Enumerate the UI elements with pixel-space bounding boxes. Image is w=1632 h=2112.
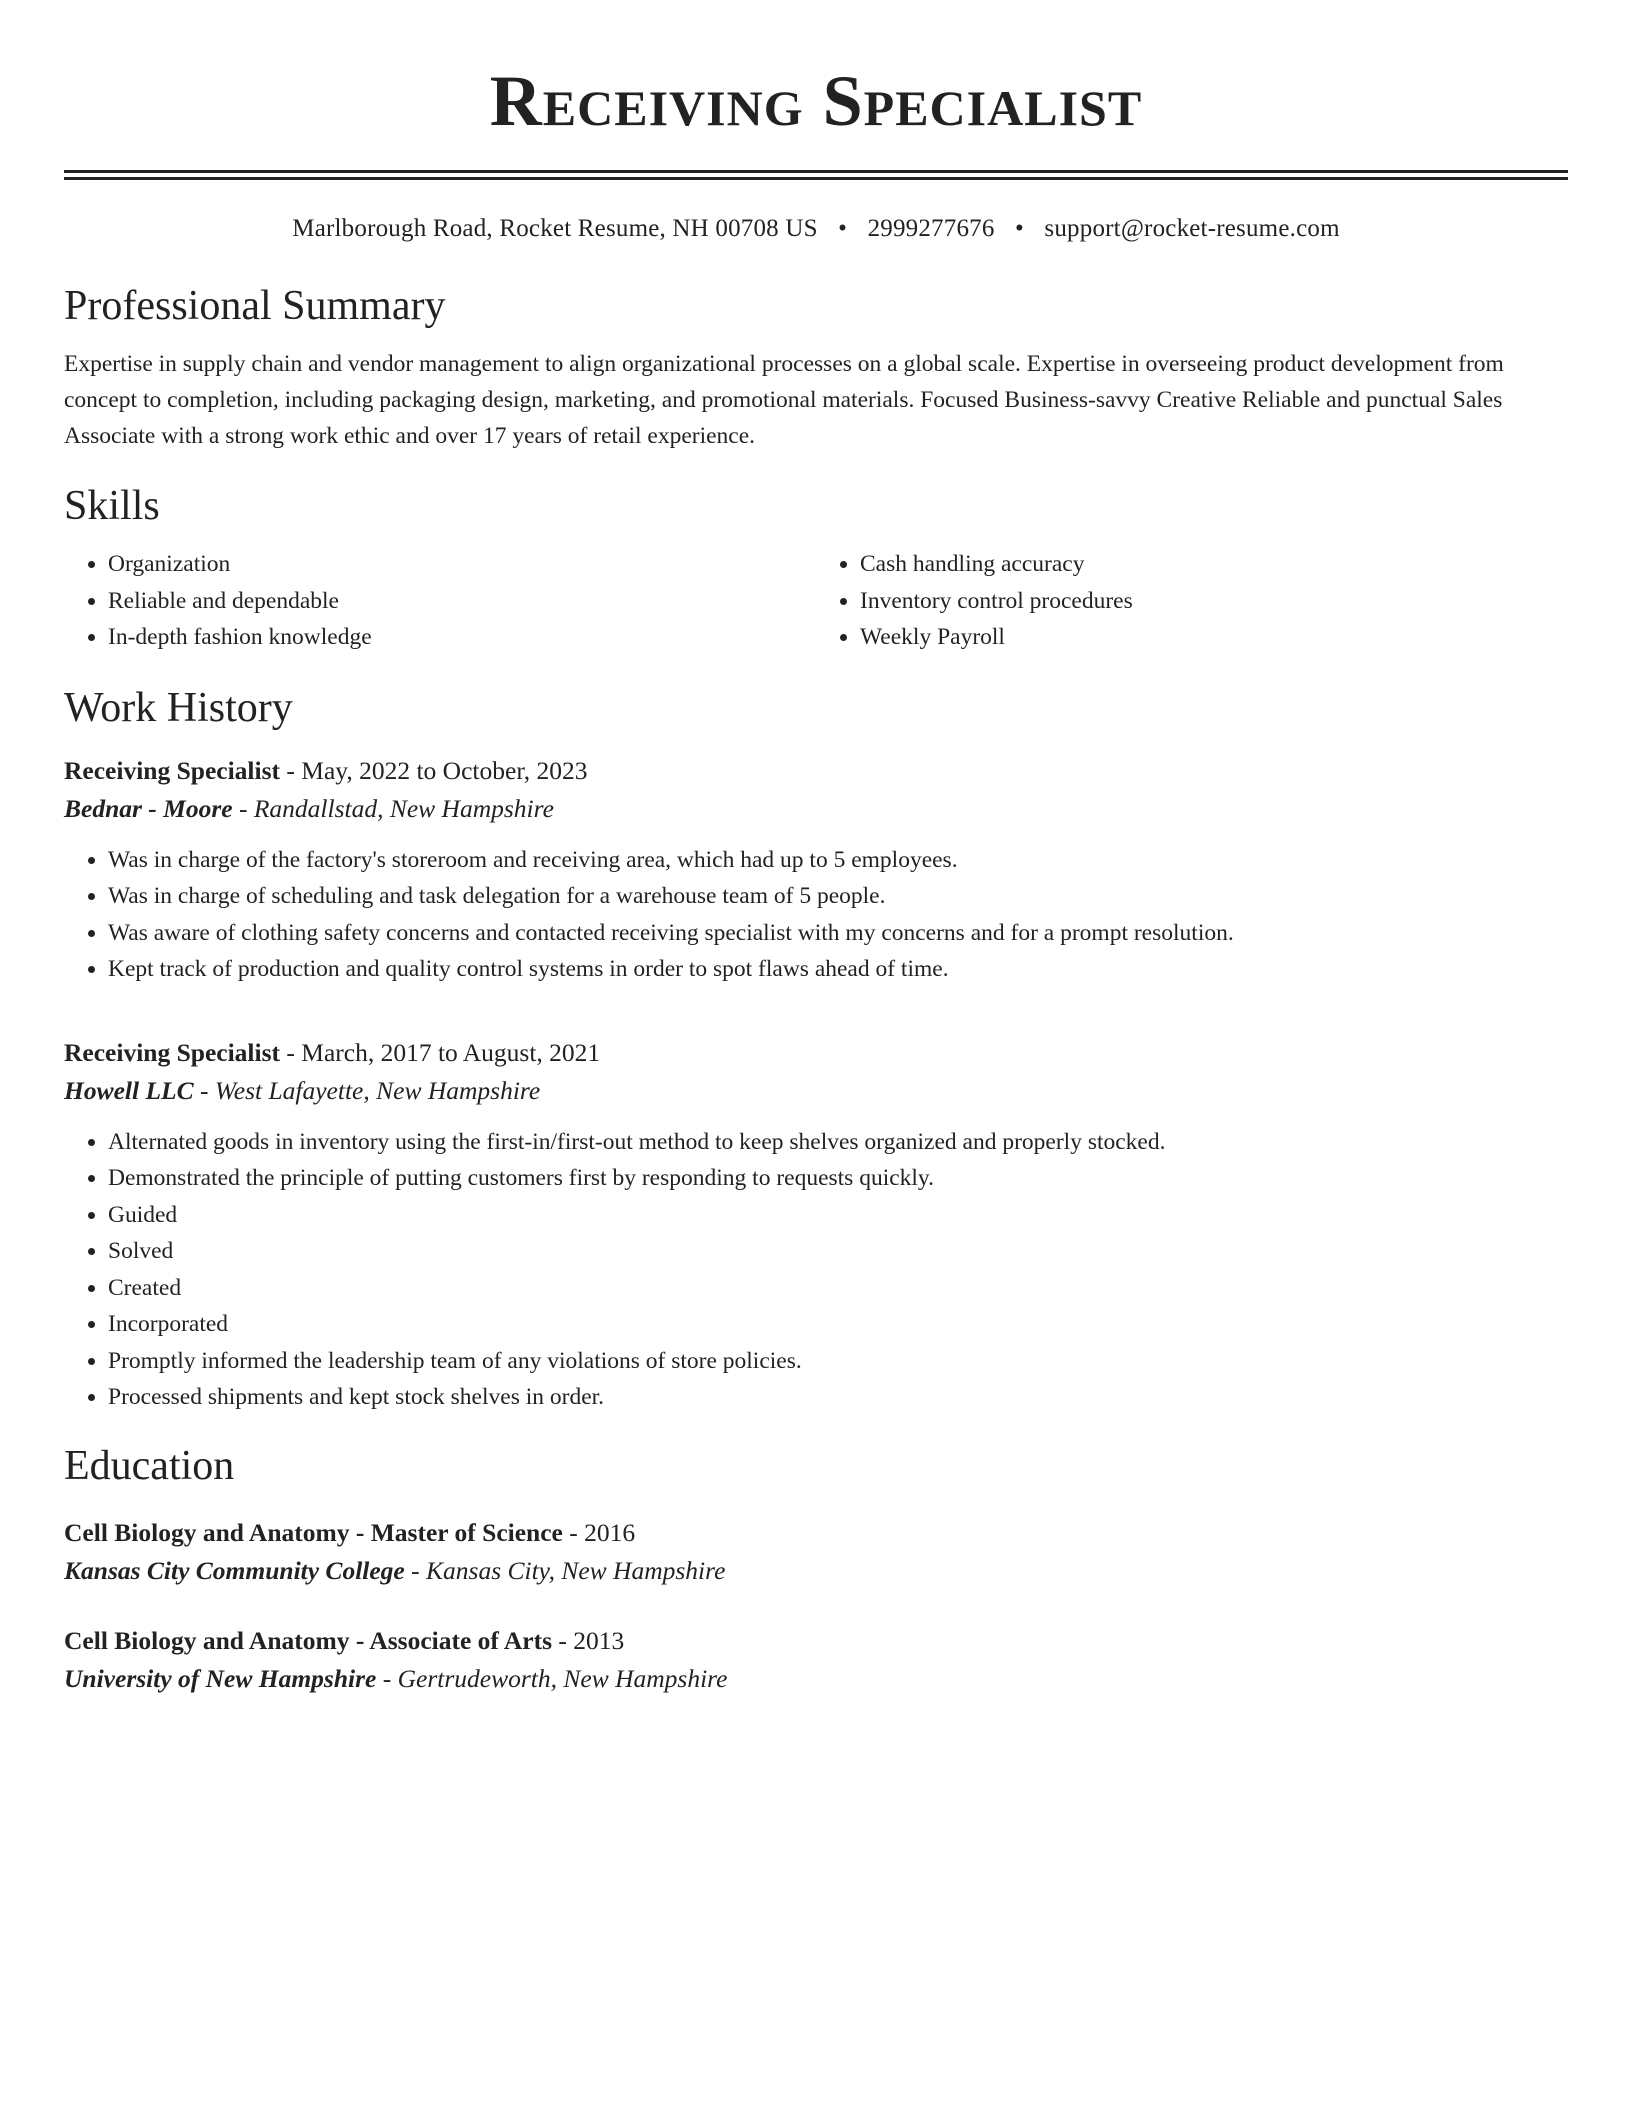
school-location: Gertrudeworth, New Hampshire — [397, 1663, 728, 1693]
education-entry — [64, 1622, 1568, 1698]
skill-item: • In-depth fashion knowledge — [108, 619, 816, 656]
school-location: Kansas City, New Hampshire — [426, 1555, 726, 1585]
header-double-rule — [64, 170, 1568, 180]
job-dates: March, 2017 to August, 2021 — [301, 1037, 601, 1067]
job-bullet: • Processed shipments and kept stock shelves in order. — [108, 1379, 1568, 1416]
skills-section — [64, 480, 1568, 656]
job-bullet: • Was in charge of the factory's storeroom and receiving area, which had up to 5 employees. — [108, 842, 1568, 879]
degree-year: 2013 — [573, 1625, 625, 1655]
resume-name: Receiving Specialist — [489, 61, 1143, 141]
skill-item: • Inventory control procedures — [860, 583, 1568, 620]
education-heading: Education — [64, 1442, 235, 1489]
dash: - — [280, 1037, 302, 1067]
skill-item: • Reliable and dependable — [108, 583, 816, 620]
job-bullet: • Promptly informed the leadership team of any violations of store policies. — [108, 1343, 1568, 1380]
dash: - — [193, 1075, 215, 1105]
degree-year: 2016 — [584, 1517, 636, 1547]
summary-text: Expertise in supply chain and vendor management to align organizational processes on a global scale. Expertise in overseeing product development from concept to completion, including packaging design, marketing, and promotional materials. Focused Business-savvy Creative Reliable and punctual Sales Associate with a strong work ethic and over 17 years of retail experience. — [64, 351, 1504, 449]
contact-email: support@rocket-resume.com — [1044, 215, 1340, 242]
contact-phone: 2999277676 — [867, 215, 995, 242]
job-bullets — [64, 1124, 1568, 1416]
job-title-line — [64, 752, 1568, 790]
job-entry — [64, 752, 1568, 988]
job-title-line — [64, 1034, 1568, 1072]
summary-heading: Professional Summary — [64, 283, 446, 329]
contact-separator: • — [838, 215, 848, 242]
job-bullet: • Created — [108, 1270, 1568, 1307]
dash: - — [404, 1555, 427, 1585]
skill-item: • Weekly Payroll — [860, 619, 1568, 656]
contact-address: Marlborough Road, Rocket Resume, NH 00708 US — [292, 215, 818, 242]
school-line — [64, 1552, 1568, 1590]
degree-line — [64, 1514, 1568, 1552]
dash: - — [280, 755, 302, 785]
school-name: Kansas City Community College — [64, 1555, 405, 1585]
work-history-section — [64, 682, 1568, 1416]
job-bullet: • Was in charge of scheduling and task delegation for a warehouse team of 5 people. — [108, 878, 1568, 915]
job-bullet: • Was aware of clothing safety concerns and contacted receiving specialist with my concerns and for a prompt resolution. — [108, 915, 1568, 952]
school-name: University of New Hampshire — [64, 1663, 377, 1693]
education-section — [64, 1440, 1568, 1698]
job-title: Receiving Specialist — [64, 755, 281, 785]
job-bullet: • Guided — [108, 1197, 1568, 1234]
company-location: Randallstad, New Hampshire — [253, 793, 554, 823]
school-line — [64, 1660, 1568, 1698]
dash: - — [562, 1517, 585, 1547]
job-title: Receiving Specialist — [64, 1037, 281, 1067]
skills-list-right — [816, 546, 1568, 656]
company-line — [64, 790, 1568, 828]
contact-separator: • — [1015, 215, 1024, 242]
job-entry — [64, 1034, 1568, 1416]
degree-line — [64, 1622, 1568, 1660]
job-dates: May, 2022 to October, 2023 — [301, 755, 588, 785]
summary-section — [64, 280, 1568, 454]
company-line — [64, 1072, 1568, 1110]
skill-item: • Organization — [108, 546, 816, 583]
job-bullet: • Incorporated — [108, 1306, 1568, 1343]
contact-line — [64, 212, 1568, 246]
degree-name: Cell Biology and Anatomy - Master of Science — [64, 1517, 563, 1547]
job-bullet: • Alternated goods in inventory using the first-in/first-out method to keep shelves organized and properly stocked. — [108, 1124, 1568, 1161]
work-history-heading: Work History — [64, 684, 293, 731]
company-name: Howell LLC — [64, 1075, 194, 1105]
job-bullets — [64, 842, 1568, 988]
degree-name: Cell Biology and Anatomy - Associate of Arts — [64, 1625, 553, 1655]
education-entry — [64, 1514, 1568, 1590]
job-bullet: • Kept track of production and quality control systems in order to spot flaws ahead of time. — [108, 951, 1568, 988]
dash: - — [232, 793, 254, 823]
skills-columns — [64, 546, 1568, 656]
company-location: West Lafayette, New Hampshire — [214, 1075, 541, 1105]
job-bullet: • Demonstrated the principle of putting customers first by responding to requests quickly. — [108, 1160, 1568, 1197]
dash: - — [552, 1625, 574, 1655]
job-bullet: • Solved — [108, 1233, 1568, 1270]
skills-heading: Skills — [64, 483, 160, 529]
company-name: Bednar - Moore — [64, 793, 233, 823]
skill-item: • Cash handling accuracy — [860, 546, 1568, 583]
skills-list-left — [64, 546, 816, 656]
dash: - — [376, 1663, 398, 1693]
